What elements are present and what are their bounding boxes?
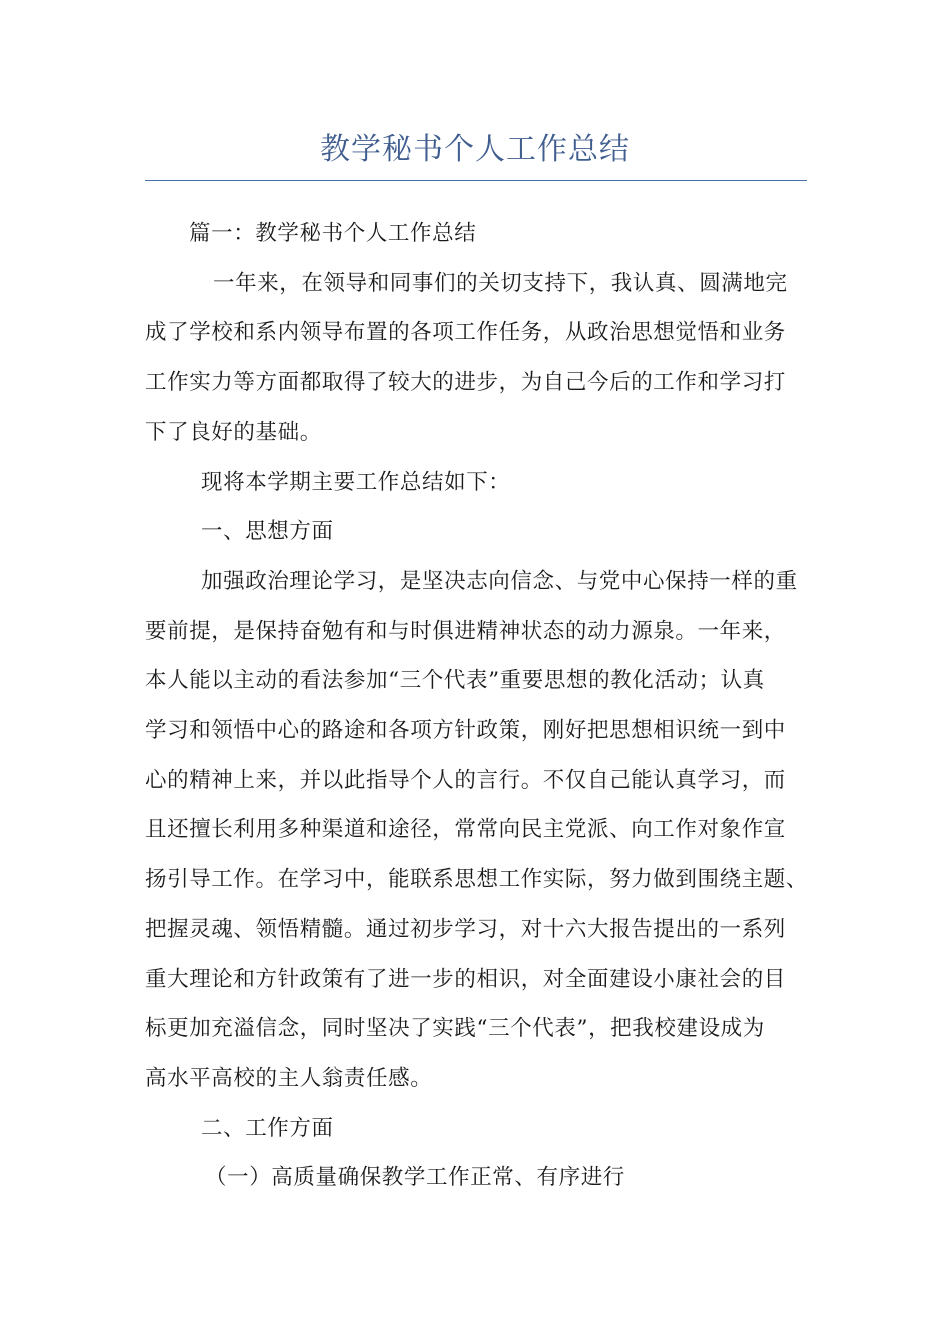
paragraph-line: 重大理论和方针政策有了进一步的相识，对全面建设小康社会的目: [145, 966, 786, 992]
paragraph-line: 一年来，在领导和同事们的关切支持下，我认真、圆满地完: [213, 270, 788, 296]
section-heading: 一、思想方面: [201, 519, 334, 545]
section-heading: 篇一：教学秘书个人工作总结: [189, 221, 477, 246]
paragraph-line: 下了良好的基础。: [145, 419, 322, 445]
subsection-heading: （一）高质量确保教学工作正常、有序进行: [205, 1165, 625, 1191]
paragraph-line: 高水平高校的主人翁责任感。: [145, 1065, 433, 1091]
paragraph-line: 现将本学期主要工作总结如下：: [201, 469, 511, 495]
paragraph-line: 学习和领悟中心的路途和各项方针政策，刚好把思想相识统一到中: [145, 718, 786, 744]
paragraph-line: 扬引导工作。在学习中，能联系思想工作实际，努力做到围绕主题、: [145, 867, 809, 893]
section-heading: 二、工作方面: [201, 1115, 334, 1141]
paragraph-line: 心的精神上来，并以此指导个人的言行。不仅自己能认真学习，而: [145, 767, 786, 793]
paragraph-line: 标更加充溢信念，同时坚决了实践“三个代表”，把我校建设成为: [145, 1016, 765, 1042]
paragraph-line: 要前提，是保持奋勉有和与时俱进精神状态的动力源泉。一年来，: [145, 618, 786, 644]
paragraph-line: 成了学校和系内领导布置的各项工作任务，从政治思想觉悟和业务: [145, 320, 786, 346]
document-body: [145, 209, 810, 1203]
document-title: 教学秘书个人工作总结: [320, 132, 630, 167]
paragraph-line: 加强政治理论学习，是坚决志向信念、与党中心保持一样的重: [201, 568, 798, 594]
paragraph-line: 工作实力等方面都取得了较大的进步，为自己今后的工作和学习打: [145, 370, 786, 396]
paragraph-line: 把握灵魂、领悟精髓。通过初步学习，对十六大报告提出的一系列: [145, 916, 786, 942]
paragraph-line: 本人能以主动的看法参加“三个代表”重要思想的教化活动；认真: [145, 668, 765, 694]
title-underline: [145, 180, 807, 181]
paragraph-line: 且还擅长利用多种渠道和途径，常常向民主党派、向工作对象作宣: [145, 817, 786, 843]
